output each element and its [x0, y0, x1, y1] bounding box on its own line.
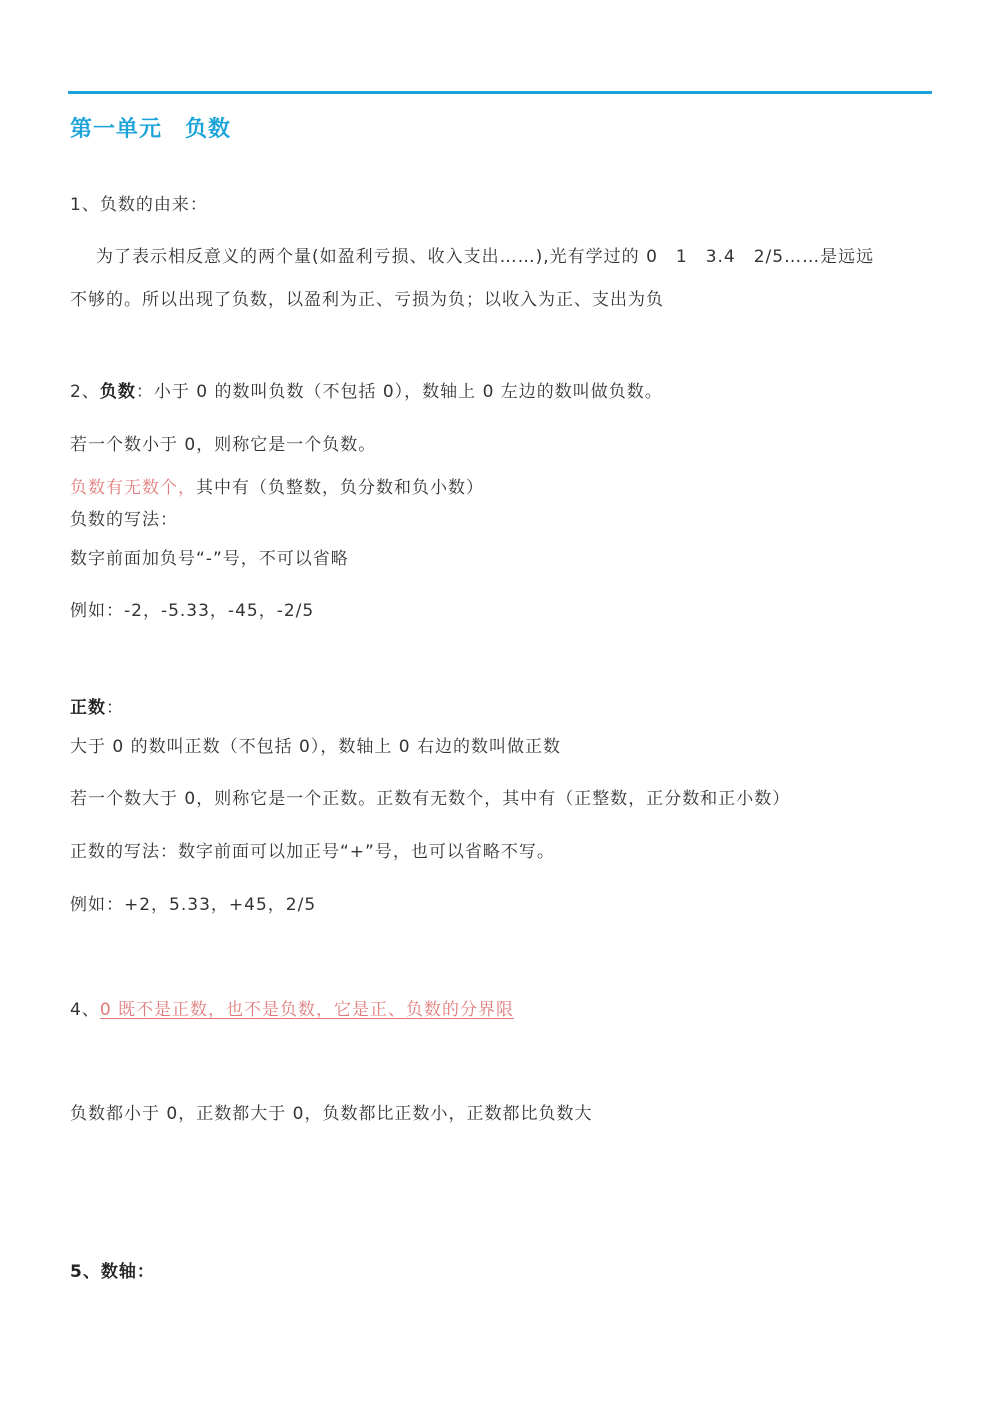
zero-boundary-highlight: 0 既不是正数，也不是负数，它是正、负数的分界限: [99, 1000, 515, 1020]
positive-heading-colon: ：: [106, 698, 124, 718]
positive-heading: [70, 697, 124, 719]
section-1-heading: 1、负数的由来：: [70, 195, 208, 215]
positive-number-term: 正数: [70, 698, 106, 718]
unit-title: 第一单元 负数: [70, 117, 232, 142]
section-2-definition: [70, 381, 663, 403]
negative-number-definition: ：小于 0 的数叫负数（不包括 0），数轴上 0 左边的数叫做负数。: [135, 382, 663, 402]
number-line-heading: 5、数轴：: [70, 1262, 155, 1282]
negative-condition: 若一个数小于 0，则称它是一个负数。: [70, 435, 377, 455]
negative-infinite-highlight: 负数有无数个，: [70, 478, 196, 498]
section-1-paragraph-line-1: 为了表示相反意义的两个量(如盈利亏损、收入支出……),光有学过的 0 1 3.4 2/5……是远远: [96, 247, 875, 267]
negative-example: 例如：-2，-5.33，-45，-2/5: [70, 601, 315, 621]
positive-condition: 若一个数大于 0，则称它是一个正数。正数有无数个，其中有（正整数，正分数和正小数）: [70, 789, 791, 809]
positive-definition: 大于 0 的数叫正数（不包括 0），数轴上 0 右边的数叫做正数: [70, 737, 561, 757]
zero-statement: [70, 999, 514, 1021]
comparison-rule: 负数都小于 0，正数都大于 0，负数都比正数小，正数都比负数大: [70, 1104, 593, 1124]
section-4-number: 4、: [70, 1000, 100, 1020]
negative-number-term: 负数: [99, 382, 136, 402]
negative-writing-rule: 数字前面加负号“-”号，不可以省略: [70, 549, 349, 569]
negative-infinite-types: 其中有（负整数，负分数和负小数）: [196, 478, 484, 498]
positive-example: 例如：+2，5.33，+45，2/5: [70, 895, 317, 915]
header-rule: [68, 91, 932, 94]
negative-writing-heading: 负数的写法：: [70, 510, 178, 530]
section-1-paragraph-line-2: 不够的。所以出现了负数，以盈利为正、亏损为负；以收入为正、支出为负: [70, 290, 664, 310]
section-2-number: 2、: [70, 382, 100, 402]
positive-writing-rule: 正数的写法：数字前面可以加正号“+”号，也可以省略不写。: [70, 842, 555, 862]
negative-infinite-line: [70, 477, 484, 499]
